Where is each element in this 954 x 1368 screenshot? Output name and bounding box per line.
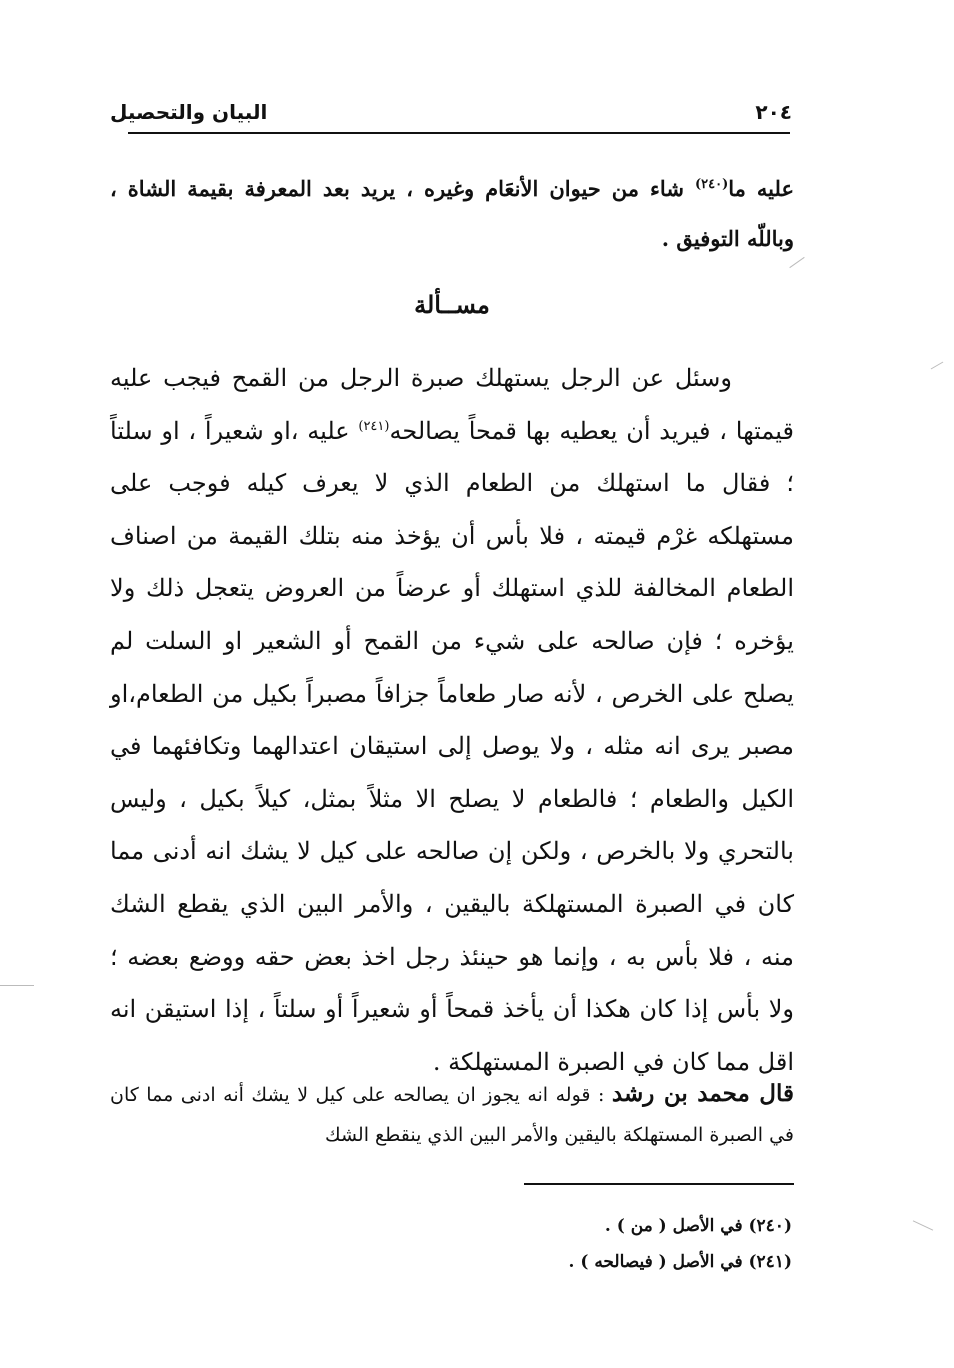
scan-speck <box>931 362 944 370</box>
main-text-part2: عليه ،او شعيراً ، او سلتاً ؛ فقال ما استهلك من الطعام الذي لا يعرف كيله فوجب على مستهلكه غرْم قيمته ، فلا بأس أن يؤخذ منه بتلك القيمة من اصناف الطعام المخالفة للذي استهلك أو عرضاً من العروض يتعجل ذلك ولا يؤخره ؛ فإن صالحه على شيء من القمح أو الشعير او السلت لم يصلح على الخرص ، لأنه صار طعاماً جزافاً مصبراً بكيل من الطعام،او مصبر يرى انه مثله ، ولا يوصل إلى استيقان اعتدالهما وتكافئهما في الكيل والطعام ؛ فالطعام لا يصلح الا مثلاً بمثل، كيلاً بكيل ، وليس بالتحري ولا بالخرص ، ولكن إن صالحه على كيل لا يشك انه أدنى مما كان في الصبرة المستهلكة باليقين ، والأمر البين الذي يقطع الشك منه ، فلا بأس به ، وإنما هو حينئذ رجل اخذ بعض حقه ووضع بعضه ؛ ولا بأس إذا كان هكذا أن يأخذ قمحاً أو شعيراً أو سلتاً ، إذا استيقن انه اقل مما كان في الصبرة المستهلكة . <box>110 416 794 1076</box>
main-text-part1: وسئل عن الرجل يستهلك صبرة الرجل من القمح فيجب عليه قيمتها ، فيريد أن يعطيه بها قمحاً يصالحه <box>110 364 794 445</box>
section-title: مســألة <box>414 290 490 319</box>
footnotes <box>110 1208 792 1280</box>
book-title: البيان والتحصيل <box>110 100 268 124</box>
running-head <box>110 92 792 132</box>
commentary-text: : قوله انه يجوز ان يصالحه على كيل لا يشك أنه ادنى مما كان في الصبرة المستهلكة باليقين والأمر البين الذي ينقطع الشك <box>110 1084 794 1146</box>
prev-text-after-ref: شاء من حيوان الأنعَام وغيره ، يريد بعد المعرفة بقيمة الشاة ، وباللّه التوفيق . <box>110 176 794 251</box>
footnote-240: (٢٤٠) في الأصل ( من ) . <box>604 1216 792 1236</box>
scan-speck <box>0 985 34 986</box>
previous-paragraph <box>110 164 794 264</box>
main-paragraph <box>110 352 794 1088</box>
footnote-rule <box>524 1183 794 1185</box>
commentary-lead: قال محمد بن رشد <box>611 1080 794 1107</box>
header-rule <box>128 132 790 134</box>
footnote-241: (٢٤١) في الأصل ( فيصالحه ) . <box>568 1252 792 1272</box>
page-number: ٢٠٤ <box>755 100 792 124</box>
scan-speck <box>913 1220 933 1230</box>
footnote-ref-240: (٢٤٠) <box>694 177 729 192</box>
footnote-ref-241: (٢٤١) <box>358 418 390 434</box>
prev-text-before-ref: عليه ما <box>728 176 794 201</box>
commentary-paragraph <box>110 1074 794 1155</box>
